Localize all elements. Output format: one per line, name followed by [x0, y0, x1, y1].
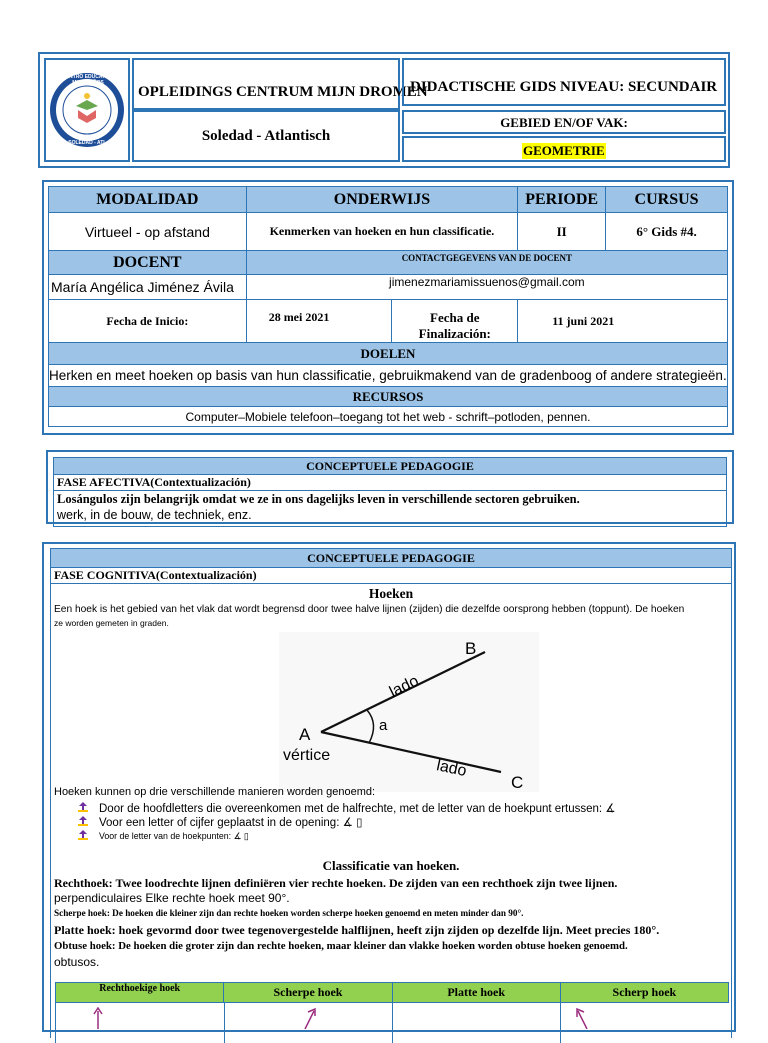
- table-col-divider: [560, 1003, 561, 1043]
- right-angle-arrow-icon: [92, 1007, 104, 1029]
- table-header-scherpe: Scherpe hoek: [224, 983, 392, 1003]
- bullet-arrow-icon: [77, 815, 89, 827]
- bullet-arrow-icon: [77, 801, 89, 813]
- label-angle: a: [379, 717, 388, 734]
- afectiva-block: [46, 450, 734, 524]
- org-name: OPLEIDINGS CENTRUM MIJN DROMEN: [138, 84, 428, 100]
- label-c: C: [511, 773, 524, 792]
- recursos-text: Computer–Mobiele telefoon–toegang tot het web - schrift–potloden, pennen.: [49, 407, 728, 427]
- naming-item-2: Voor een letter of cijfer geplaatst in de opening: ∡ ▯: [99, 817, 363, 829]
- table-header-scherp: Scherp hoek: [560, 983, 728, 1003]
- obtuse-line1: Obtuse hoek: De hoeken die groter zijn dan rechte hoeken, maar kleiner dan vlakke hoeken worden obtuse hoeken genoemd.: [54, 940, 628, 952]
- org-name-box: [132, 58, 428, 110]
- docent-name: María Angélica Jiménez Ávila: [49, 275, 247, 300]
- onderwijs-header: ONDERWIJS: [246, 187, 518, 213]
- end-date: 11 juni 2021: [518, 300, 728, 343]
- location-box: [132, 110, 400, 162]
- naming-item-1: Door de hoofdletters die overeenkomen met de halfrechte, met de letter van de hoekpunt ertussen: ∡: [99, 803, 616, 815]
- table-col-divider: [224, 1003, 225, 1043]
- subject: GEOMETRIE: [523, 143, 605, 158]
- info-table: [48, 186, 728, 427]
- classification-table: [55, 982, 729, 1003]
- afectiva-line1: Losángulos zijn belangrijk omdat we ze in ons dagelijks leven in verschillende sectoren gebruiken.: [57, 492, 580, 506]
- plat-line: Platte hoek: hoek gevormd door twee tegenovergestelde halflijnen, heeft zijn zijden op dezelfde lijn. Meet precies 180°.: [54, 923, 660, 937]
- area-label: GEBIED EN/OF VAK:: [500, 115, 628, 130]
- afectiva-text: [54, 491, 727, 527]
- header-block: [38, 52, 730, 168]
- label-lado-top: lado: [386, 672, 422, 702]
- subject-box: [402, 136, 726, 162]
- intro-line1: Een hoek is het gebied van het vlak dat wordt begrensd door twee halve lijnen (zijden) die dezelfde oorsprong hebben (toppunt). De hoeken: [54, 604, 685, 615]
- class-title: Classificatie van hoeken.: [322, 858, 460, 873]
- cognitiva-phase-rest: (Contextualización): [155, 568, 257, 582]
- contact-header: CONTACTGEGEVENS VAN DE DOCENT: [246, 251, 727, 275]
- end-label: Fecha de Finalización:: [392, 300, 518, 343]
- angle-diagram: [279, 632, 539, 792]
- label-vertice: vértice: [283, 747, 331, 764]
- afectiva-table: [53, 457, 727, 527]
- scherp-line: Scherpe hoek: De hoeken die kleiner zijn dan rechte hoeken worden scherpe hoeken genoemd en meten minder dan 90°.: [54, 908, 524, 918]
- bullet-arrow-icon: [77, 829, 89, 841]
- modalidad-value: Virtueel - op afstand: [49, 213, 247, 251]
- area-label-box: [402, 110, 726, 134]
- cognitiva-divider: [51, 583, 731, 584]
- cognitiva-block: [42, 542, 736, 1032]
- table-body: [55, 1003, 730, 1043]
- section-title-hoeken: Hoeken: [368, 586, 414, 601]
- periode-value: II: [518, 213, 606, 251]
- cursus-value: 6° Gids #4.: [606, 213, 728, 251]
- cognitiva-content: [50, 548, 732, 1038]
- table-col-divider: [392, 1003, 393, 1043]
- afectiva-title: CONCEPTUELE PEDAGOGIE: [54, 458, 727, 475]
- afectiva-line2: werk, in de bouw, de techniek, enz.: [57, 508, 252, 522]
- doelen-text: Herken en meet hoeken op basis van hun classificatie, gebruikmakend van de gradenboog of andere strategieën.: [49, 365, 728, 387]
- afectiva-phase-bold: FASE AFECTIVA: [57, 475, 151, 489]
- logo-box: [44, 58, 130, 162]
- table-header-rechthoekige: Rechthoekige hoek: [56, 983, 224, 1003]
- start-date: 28 mei 2021: [246, 300, 392, 343]
- guide-title-box: [402, 58, 726, 106]
- afectiva-phase-rest: (Contextualización): [150, 475, 251, 489]
- info-block: [42, 180, 734, 435]
- logo-text-bottom: SOLEDAD - ATL.: [68, 140, 108, 146]
- cognitiva-title: CONCEPTUELE PEDAGOGIE: [51, 548, 731, 568]
- periode-header: PERIODE: [518, 187, 606, 213]
- doelen-header: DOELEN: [49, 343, 728, 365]
- location: Soledad - Atlantisch: [201, 128, 331, 144]
- obtuse-line2: obtusos.: [54, 955, 100, 969]
- recursos-header: RECURSOS: [49, 387, 728, 407]
- docent-header: DOCENT: [49, 251, 247, 275]
- label-b: B: [465, 639, 477, 658]
- afectiva-phase: [54, 475, 727, 491]
- onderwijs-value: Kenmerken van hoeken en hun classificatie.: [246, 213, 518, 251]
- cursus-header: CURSUS: [606, 187, 728, 213]
- intro-line2: ze worden gemeten in graden.: [54, 618, 169, 628]
- guide-title: DIDACTISCHE GIDS NIVEAU: SECUNDAIR: [410, 79, 718, 95]
- acute-angle-arrow-icon: [302, 1007, 318, 1029]
- label-lado-bottom: lado: [434, 757, 469, 781]
- recht-line1: Rechthoek: Twee loodrechte lijnen definiëren vier rechte hoeken. De zijden van een rechthoek zijn twee lijnen.: [54, 876, 618, 890]
- start-label: Fecha de Inicio:: [49, 300, 247, 343]
- obtuse-angle-arrow-icon: [574, 1007, 590, 1029]
- label-a: A: [299, 725, 311, 744]
- recht-line2: perpendiculaires Elke rechte hoek meet 90°.: [54, 891, 290, 905]
- cognitiva-phase: [54, 568, 257, 583]
- cognitiva-phase-bold: FASE COGNITIVA: [54, 568, 156, 582]
- table-header-platte: Platte hoek: [392, 983, 560, 1003]
- logo-text-top: CENTRO EDUCATIVO MIS SUEÑOS: [62, 74, 114, 86]
- docent-email[interactable]: jimenezmariamissuenos@gmail.com: [246, 275, 727, 300]
- naming-item-3: Voor de letter van de hoekpunten: ∡ ▯: [99, 831, 249, 841]
- modalidad-header: MODALIDAD: [49, 187, 247, 213]
- naming-intro: Hoeken kunnen op drie verschillende manieren worden genoemd:: [54, 786, 376, 798]
